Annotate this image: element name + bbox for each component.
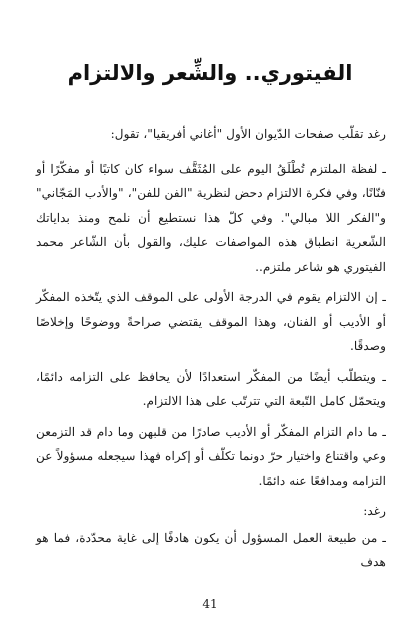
paragraph-commitment-stance: ـ إن الالتزام يقوم في الدرجة الأولى على الموقف الذي يتّخذه المفكّر أو الأديب أو الفنان، وهذا الموقف يقتضي صراحةً ووضوحًا وإخلاصًا وصدقًا. <box>36 290 386 353</box>
page-number: 41 <box>202 597 218 611</box>
speaker-label: رغد: <box>363 504 386 518</box>
page-body <box>36 122 386 581</box>
chapter-title: الفيتوري.. والشِّعر والالتزام <box>67 61 353 85</box>
paragraph-responsible-work: ـ من طبيعة العمل المسؤول أن يكون هادفًا إلى غاية محدّدة، فما هو هدف <box>36 530 386 569</box>
paragraph-commitment-responsibility: ـ ويتطلّب أيضًا من المفكّر استعدادًا لأن يحافظ على التزامه دائمًا، ويتحمّل كامل التّبعة التي تترتّب على هذا الالتزام. <box>36 369 386 408</box>
intro-line: رغد تقلّب صفحات الدّيوان الأول "أغاني أفريقيا"، تقول: <box>110 127 386 141</box>
paragraph-commitment-freedom: ـ ما دام التزام المفكّر أو الأديب صادرًا من قلبهن وما دام قد التزمعن وعي واقتناع واختيار حرّ دونما تكلّف أو إكراه فهذا سيجعله مسؤولاً عن التزامه ومدافعًا عنه دائمًا. <box>36 424 386 488</box>
paragraph-commitment-definition: ـ لفظة الملتزم تُطْلَقُ اليوم على المُثَقَّف سواء كان كاتبًا أو مفكّرًا أو فنّانًا، وفي فكرة الالتزام دحض لنظرية "الفن للفن"، "والأدب المَجّاني" و"الفكر اللا مبالي". وفي كلّ هذا نستطيع أن نلمح ومنذ بداياتك الشّعرية انطباق هذه المواصفات عليك، والقول بأن الشّاعر محمد الفيتوري هو شاعر ملتزم.. <box>36 161 386 274</box>
